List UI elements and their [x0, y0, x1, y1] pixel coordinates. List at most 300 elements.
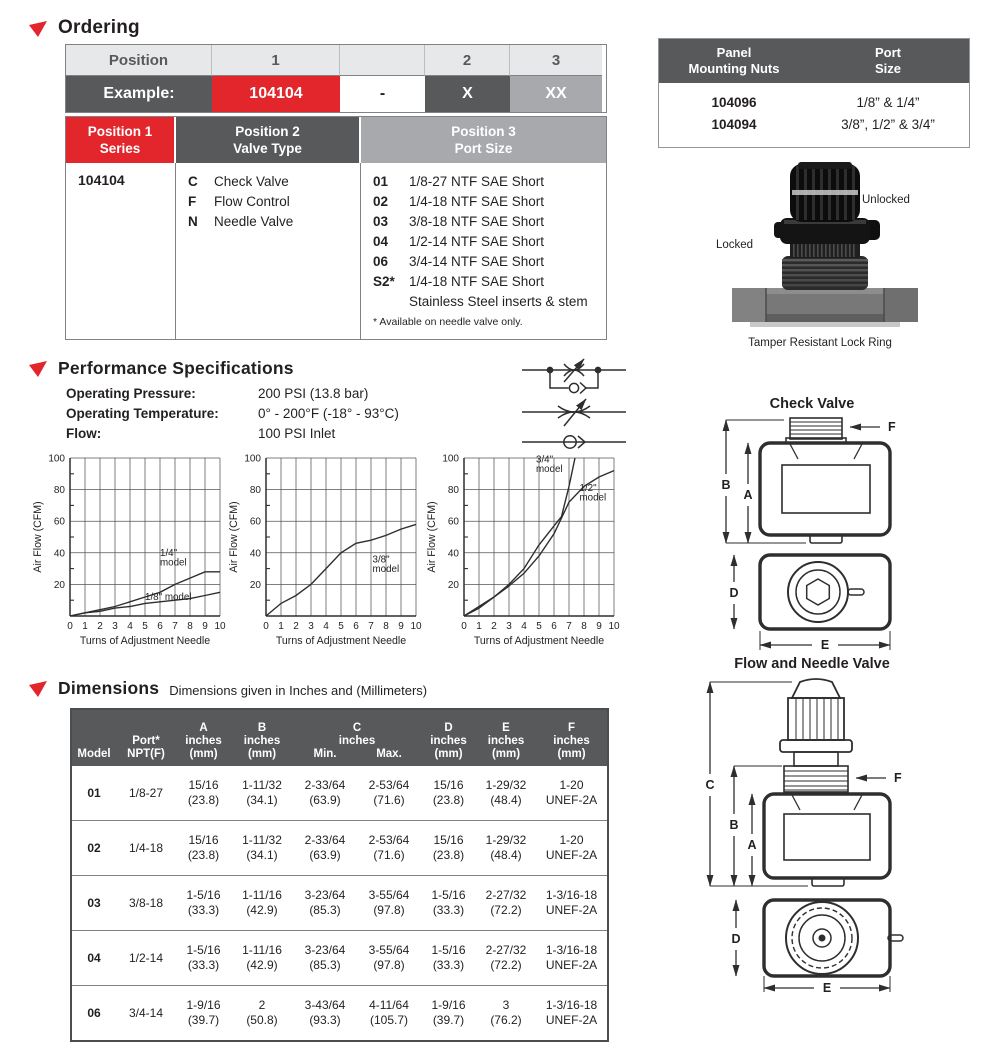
svg-text:3: 3 [308, 621, 314, 632]
cell-d [421, 888, 476, 918]
svg-text:7: 7 [172, 621, 178, 632]
example-table-header-row [66, 45, 606, 76]
cell-a [176, 888, 231, 918]
dim-mm: (34.1) [246, 793, 278, 807]
svg-text:1: 1 [278, 621, 284, 632]
spec-label: Operating Temperature: [66, 406, 219, 421]
dim-inches: 2-53/64 [368, 778, 410, 792]
spec-label: Operating Pressure: [66, 386, 196, 401]
panel-nut-port-size: 3/8”, 1/2” & 3/4” [841, 117, 935, 132]
svg-text:Turns of Adjustment Needle: Turns of Adjustment Needle [79, 635, 211, 647]
svg-text:8: 8 [581, 621, 587, 632]
svg-text:60: 60 [53, 516, 65, 528]
dim-inches: 1-5/16 [186, 943, 221, 957]
panel-nut-row [659, 92, 969, 114]
dim-mm: (33.3) [432, 903, 465, 917]
port-size-column [361, 163, 606, 339]
performance-title: Performance Specifications [58, 358, 294, 378]
check-valve-drawing [698, 412, 930, 664]
dim-inches: 3-23/64 [304, 943, 346, 957]
dim-inches: 2-27/32 [485, 943, 527, 957]
valve-type-code-cell: X [425, 76, 510, 112]
svg-text:7: 7 [566, 621, 572, 632]
dim-inches: 2 [258, 998, 266, 1012]
cell-e [476, 943, 536, 973]
svg-text:8: 8 [383, 621, 389, 632]
dim-inches: 1-29/32 [485, 833, 527, 847]
dim-label-f: F [888, 420, 896, 434]
cell-cmin [293, 943, 357, 973]
port-size-code-cell: XX [510, 76, 602, 112]
cell-port: 3/8-18 [128, 895, 164, 910]
header-cell: 2 [425, 45, 510, 76]
dim-mm: (105.7) [369, 1013, 409, 1027]
dim-mm: (23.8) [187, 848, 220, 862]
section-bullet-icon [28, 361, 48, 378]
dim-inches: 15/16 [188, 778, 219, 792]
cell-f [536, 833, 607, 863]
cell-f [536, 888, 607, 918]
dim-mm: (50.8) [246, 1013, 278, 1027]
cell-e [476, 833, 536, 863]
spec-label: Flow: [66, 426, 102, 441]
dim-label-b: B [721, 478, 731, 492]
dim-inches: 3-23/64 [304, 888, 346, 902]
svg-text:40: 40 [447, 548, 459, 560]
cell-model: 03 [87, 895, 101, 910]
cell-cmin [293, 833, 357, 863]
performance-section-header [28, 358, 294, 379]
dim-inches: 1-11/16 [242, 888, 282, 902]
svg-text:2: 2 [293, 621, 299, 632]
flow-chart-1-2-3-4 [424, 452, 620, 650]
spec-value: 100 PSI Inlet [258, 426, 336, 441]
series-number: 104104 [78, 172, 125, 188]
svg-text:7: 7 [368, 621, 374, 632]
svg-text:4: 4 [127, 621, 133, 632]
svg-text:80: 80 [447, 485, 459, 497]
dimensions-title: Dimensions [58, 678, 160, 698]
cell-d [421, 998, 476, 1028]
dim-mm: (63.9) [309, 848, 341, 862]
lock-ring-caption: Tamper Resistant Lock Ring [748, 337, 892, 349]
svg-text:8: 8 [187, 621, 193, 632]
svg-text:3/8": 3/8" [372, 554, 390, 566]
panel-nuts-col1-header: Panel Mounting Nuts [688, 45, 780, 76]
panel-mounting-nuts-table [658, 38, 970, 148]
cell-port: 1/4-18 [128, 840, 164, 855]
svg-text:10: 10 [608, 621, 620, 632]
ordering-title: Ordering [58, 17, 140, 38]
port-size-footnote: * Available on needle valve only. [373, 316, 523, 328]
dim-inches: 1-5/16 [186, 888, 221, 902]
position2-header: Position 2 Valve Type [176, 117, 361, 163]
dim-inches: 1-3/16-18 [545, 998, 598, 1012]
cell-e [476, 888, 536, 918]
cell-b [231, 943, 293, 973]
dim-label-e: E [820, 638, 830, 652]
dim-label-d: D [729, 586, 739, 600]
series-column [66, 163, 176, 339]
dim-mm: (97.8) [373, 903, 405, 917]
dim-mm: (72.2) [490, 958, 522, 972]
position3-header: Position 3 Port Size [361, 117, 606, 163]
dim-inches: 1-11/32 [242, 778, 282, 792]
spec-value: 200 PSI (13.8 bar) [258, 386, 369, 401]
dim-mm: (85.3) [309, 958, 341, 972]
dim-inches: 1-20 [559, 833, 584, 847]
svg-text:9: 9 [596, 621, 602, 632]
svg-text:10: 10 [410, 621, 422, 632]
dim-mm: UNEF-2A [545, 793, 598, 807]
dim-mm: UNEF-2A [545, 1013, 598, 1027]
check-valve-symbol [522, 436, 626, 448]
cell-e [476, 778, 536, 808]
panel-nut-part-number: 104096 [711, 95, 757, 110]
example-table-value-row [66, 76, 606, 112]
cell-a [176, 943, 231, 973]
flow-needle-valve-title: Flow and Needle Valve [734, 656, 890, 672]
svg-text:Air Flow (CFM): Air Flow (CFM) [32, 501, 44, 573]
dim-inches: 1-5/16 [431, 943, 466, 957]
valve-type-column [176, 163, 361, 339]
svg-text:Turns of Adjustment Needle: Turns of Adjustment Needle [275, 635, 407, 647]
cell-b [231, 888, 293, 918]
svg-text:0: 0 [461, 621, 467, 632]
dim-inches: 3 [502, 998, 510, 1012]
cell-cmin [293, 778, 357, 808]
svg-text:model: model [536, 464, 563, 476]
dim-inches: 1-20 [559, 778, 584, 792]
svg-text:3/4": 3/4" [536, 454, 554, 466]
dim-inches: 15/16 [188, 833, 219, 847]
cell-model: 02 [87, 840, 101, 855]
port-size-code: 01 [373, 174, 389, 189]
dim-inches: 1-9/16 [186, 998, 221, 1012]
cell-port: 3/4-14 [128, 1005, 164, 1020]
svg-text:1/8" model: 1/8" model [145, 592, 192, 604]
dim-inches: 4-11/64 [369, 998, 409, 1012]
svg-text:10: 10 [214, 621, 226, 632]
dim-mm: UNEF-2A [545, 958, 598, 972]
cell-d [421, 833, 476, 863]
svg-text:3: 3 [506, 621, 512, 632]
dim-inches: 2-53/64 [368, 833, 410, 847]
valve-type-label: Flow Control [214, 194, 290, 209]
svg-text:6: 6 [353, 621, 359, 632]
svg-text:1: 1 [82, 621, 88, 632]
dim-label-a: A [747, 838, 757, 852]
valve-type-row [188, 192, 352, 212]
svg-text:100: 100 [48, 453, 65, 465]
valve-type-row [188, 212, 352, 232]
needle-valve-symbol [522, 399, 626, 426]
dim-inches: 2-33/64 [304, 833, 346, 847]
dim-mm: UNEF-2A [545, 903, 598, 917]
port-size-list [373, 172, 598, 312]
section-bullet-icon [28, 21, 48, 38]
dim-mm: (76.2) [490, 1013, 522, 1027]
cell-f [536, 943, 607, 973]
port-size-row [373, 232, 598, 252]
dim-mm: UNEF-2A [545, 848, 598, 862]
svg-text:0: 0 [67, 621, 73, 632]
port-size-code: 02 [373, 194, 389, 209]
svg-text:80: 80 [53, 485, 65, 497]
dim-inches: 1-29/32 [485, 778, 527, 792]
dash-cell: - [340, 76, 425, 112]
valve-type-label: Needle Valve [214, 214, 294, 229]
svg-text:6: 6 [157, 621, 163, 632]
port-size-row [373, 212, 598, 232]
svg-text:model: model [372, 563, 400, 575]
svg-text:model: model [160, 557, 187, 569]
svg-text:5: 5 [338, 621, 344, 632]
valve-type-code: F [188, 194, 197, 209]
dim-label-a: A [743, 488, 753, 502]
panel-nut-row [659, 114, 969, 136]
cell-e [476, 998, 536, 1028]
pneumatic-symbols [520, 356, 628, 452]
spec-line [66, 404, 506, 424]
svg-text:40: 40 [249, 548, 261, 560]
dim-inches: 3-55/64 [368, 888, 410, 902]
cell-f [536, 778, 607, 808]
svg-text:0: 0 [263, 621, 269, 632]
header-cell [340, 45, 425, 76]
dim-mm: (23.8) [432, 793, 465, 807]
port-size-code: 06 [373, 254, 389, 269]
table-row [72, 820, 607, 875]
svg-text:5: 5 [536, 621, 542, 632]
cell-b [231, 778, 293, 808]
col-c-max: Max. [376, 748, 402, 760]
dim-mm: (34.1) [246, 848, 278, 862]
dim-mm: (48.4) [490, 848, 522, 862]
dim-inches: 1-5/16 [431, 888, 466, 902]
dim-mm: (33.3) [187, 903, 220, 917]
port-size-label: 1/2-14 NTF SAE Short [409, 234, 545, 249]
dim-mm: (71.6) [373, 793, 405, 807]
cell-d [421, 943, 476, 973]
check-valve-title: Check Valve [769, 396, 855, 412]
dim-mm: (39.7) [187, 1013, 220, 1027]
dim-inches: 2-33/64 [304, 778, 346, 792]
panel-nut-port-size: 1/8” & 1/4” [856, 95, 920, 110]
header-cell: Position [66, 45, 212, 76]
dim-inches: 1-11/16 [242, 943, 282, 957]
svg-text:60: 60 [249, 516, 261, 528]
port-size-label: 1/4-18 NTF SAE Short [409, 274, 545, 289]
svg-text:100: 100 [244, 453, 261, 465]
dim-label-c: C [705, 778, 715, 792]
dim-mm: (71.6) [373, 848, 405, 862]
svg-text:4: 4 [323, 621, 329, 632]
port-size-row [373, 192, 598, 212]
col-f: F inches (mm) [553, 722, 590, 760]
position-table-header [66, 117, 606, 163]
port-size-row [373, 172, 598, 192]
col-e: E inches (mm) [487, 722, 525, 760]
cell-cmax [357, 778, 421, 808]
svg-text:6: 6 [551, 621, 557, 632]
flow-needle-valve-drawing [688, 674, 943, 996]
port-size-label: 3/8-18 NTF SAE Short [409, 214, 545, 229]
col-a: A inches (mm) [185, 722, 222, 760]
svg-text:model: model [579, 492, 607, 504]
table-row [72, 985, 607, 1040]
svg-text:Air Flow (CFM): Air Flow (CFM) [228, 501, 240, 573]
valve-type-code: N [188, 214, 198, 229]
port-size-row [373, 252, 598, 272]
dim-mm: (48.4) [490, 793, 522, 807]
col-c-min: Min. [313, 748, 337, 760]
lock-ring-photo [730, 162, 920, 334]
table-row [72, 930, 607, 985]
cell-f [536, 998, 607, 1028]
svg-text:2: 2 [97, 621, 103, 632]
cell-d [421, 778, 476, 808]
performance-specs [66, 384, 506, 444]
spec-value: 0° - 200°F (-18° - 93°C) [258, 406, 399, 421]
dim-inches: 1-9/16 [431, 998, 466, 1012]
port-size-label: Stainless Steel inserts & stem [409, 294, 588, 309]
dim-inches: 2-27/32 [485, 888, 527, 902]
svg-text:100: 100 [442, 453, 459, 465]
dim-label-e: E [822, 981, 832, 995]
col-port: Port* NPT(F) [127, 735, 165, 760]
valve-type-label: Check Valve [214, 174, 289, 189]
svg-text:80: 80 [249, 485, 261, 497]
dim-inches: 3-43/64 [304, 998, 346, 1012]
dim-inches: 15/16 [433, 778, 464, 792]
flow-control-bypass-symbol [522, 359, 626, 394]
example-label-cell: Example: [66, 76, 212, 112]
dim-mm: (63.9) [309, 793, 341, 807]
port-size-label: 1/4-18 NTF SAE Short [409, 194, 545, 209]
header-cell: 1 [212, 45, 340, 76]
port-size-label: 1/8-27 NTF SAE Short [409, 174, 545, 189]
locked-label: Locked [716, 239, 754, 251]
svg-text:20: 20 [53, 579, 65, 591]
port-size-code: S2* [373, 274, 395, 289]
cell-b [231, 833, 293, 863]
dim-mm: (33.3) [187, 958, 220, 972]
dim-mm: (39.7) [432, 1013, 465, 1027]
dim-mm: (85.3) [309, 903, 341, 917]
cell-model: 01 [87, 785, 101, 800]
cell-cmax [357, 833, 421, 863]
ordering-position-detail-table [65, 116, 607, 340]
dim-inches: 1-3/16-18 [545, 888, 598, 902]
svg-text:20: 20 [249, 579, 261, 591]
ordering-example-table [65, 44, 607, 113]
position1-header: Position 1 Series [66, 117, 176, 163]
table-row [72, 766, 607, 820]
svg-text:40: 40 [53, 548, 65, 560]
svg-text:1/2": 1/2" [579, 483, 597, 495]
flow-chart-3-8 [226, 452, 422, 650]
svg-text:5: 5 [142, 621, 148, 632]
cell-model: 06 [87, 1005, 101, 1020]
svg-text:9: 9 [202, 621, 208, 632]
series-number-cell: 104104 [212, 76, 340, 112]
dim-inches: 1-11/32 [242, 833, 282, 847]
cell-a [176, 778, 231, 808]
dim-mm: (23.8) [187, 793, 220, 807]
port-size-code [373, 292, 403, 312]
position-table-body [66, 163, 606, 339]
valve-type-row [188, 172, 352, 192]
header-cell: 3 [510, 45, 602, 76]
dim-mm: (23.8) [432, 848, 465, 862]
cell-cmin [293, 998, 357, 1028]
svg-text:2: 2 [491, 621, 497, 632]
svg-text:3: 3 [112, 621, 118, 632]
dim-mm: (33.3) [432, 958, 465, 972]
panel-nuts-body [659, 83, 969, 147]
flow-chart-1-8-1-4 [30, 452, 226, 650]
cell-port: 1/2-14 [128, 950, 164, 965]
dim-inches: 1-3/16-18 [545, 943, 598, 957]
dimensions-table [70, 708, 609, 1042]
dimensions-subtitle: Dimensions given in Inches and (Millimeters) [169, 683, 428, 698]
panel-nuts-col2-header: Port Size [874, 45, 901, 76]
svg-text:4: 4 [521, 621, 527, 632]
cell-a [176, 998, 231, 1028]
dimensions-section-header [28, 678, 427, 699]
cell-model: 04 [87, 950, 101, 965]
svg-text:Turns of Adjustment Needle: Turns of Adjustment Needle [473, 635, 605, 647]
dimensions-table-body [72, 766, 607, 1040]
svg-text:1/4": 1/4" [160, 548, 178, 559]
panel-nuts-header [659, 39, 969, 83]
dim-mm: (72.2) [490, 903, 522, 917]
cell-a [176, 833, 231, 863]
dim-mm: (42.9) [246, 958, 278, 972]
dim-inches: 3-55/64 [368, 943, 410, 957]
col-model: Model [77, 748, 111, 760]
dim-mm: (97.8) [373, 958, 405, 972]
port-size-label: 3/4-14 NTF SAE Short [409, 254, 545, 269]
dim-label-d: D [731, 932, 741, 946]
cell-cmax [357, 998, 421, 1028]
unlocked-label: Unlocked [862, 194, 910, 206]
cell-cmax [357, 888, 421, 918]
port-size-row [373, 292, 598, 312]
svg-text:1: 1 [476, 621, 482, 632]
dim-label-f: F [894, 771, 902, 785]
dim-mm: (42.9) [246, 903, 278, 917]
spec-line [66, 424, 506, 444]
port-size-code: 04 [373, 234, 389, 249]
svg-text:60: 60 [447, 516, 459, 528]
dim-label-b: B [729, 818, 739, 832]
dimensions-table-header [72, 710, 607, 766]
col-b: B inches (mm) [243, 722, 281, 760]
cell-cmax [357, 943, 421, 973]
col-d: D inches (mm) [430, 722, 467, 760]
col-c-group: C inches Min. Max. [293, 710, 421, 766]
panel-nut-part-number: 104094 [711, 117, 757, 132]
spec-line [66, 384, 506, 404]
cell-b [231, 998, 293, 1028]
svg-text:20: 20 [447, 579, 459, 591]
svg-text:9: 9 [398, 621, 404, 632]
section-bullet-icon [28, 681, 48, 698]
port-size-row [373, 272, 598, 292]
valve-type-code: C [188, 174, 198, 189]
